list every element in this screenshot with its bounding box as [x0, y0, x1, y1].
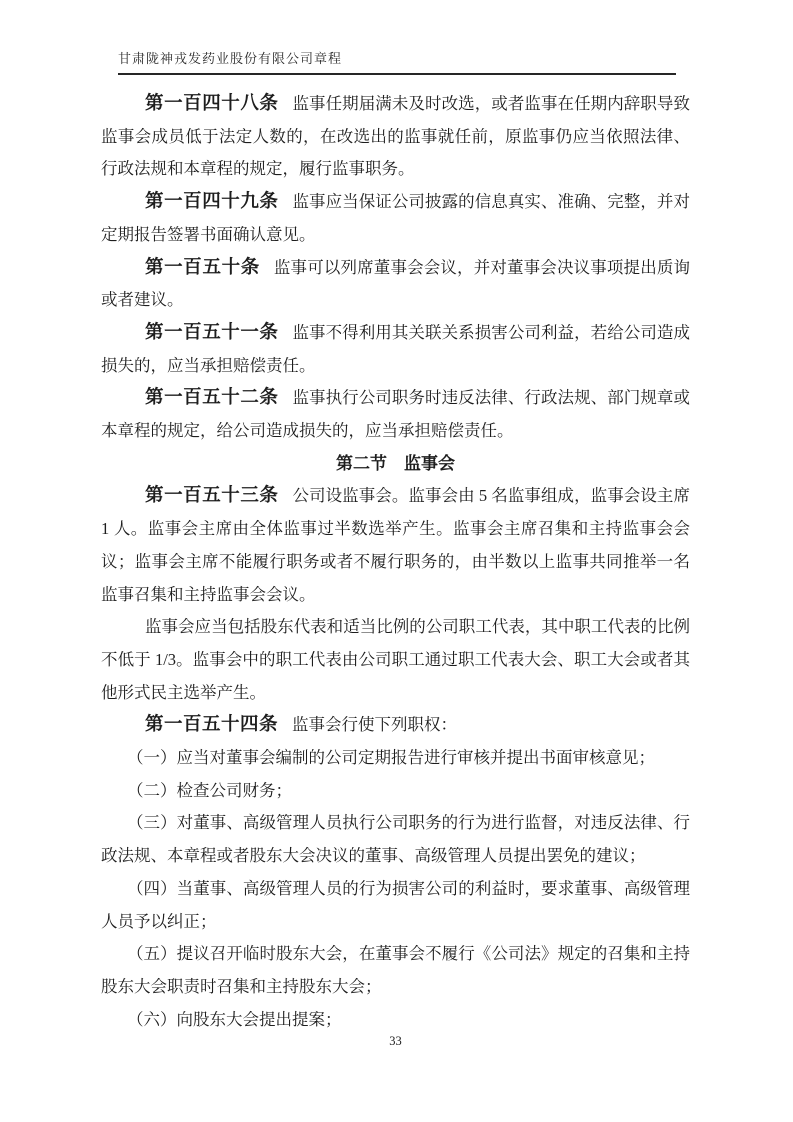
paragraph	[101, 938, 690, 1003]
paragraph-text: 监事不得利用其关联关系损害公司利益，若给公司造成损失的，应当承担赔偿责任。	[101, 322, 690, 375]
article-number: 第一百五十四条	[145, 715, 279, 736]
document-body	[101, 88, 690, 1036]
paragraph-text: 第二节 监事会	[336, 453, 455, 473]
paragraph	[101, 873, 690, 938]
header-title: 甘肃陇神戎发药业股份有限公司章程	[118, 51, 343, 66]
page-header	[118, 50, 676, 75]
paragraph	[101, 742, 690, 775]
paragraph	[101, 709, 690, 742]
paragraph	[101, 382, 690, 447]
paragraph-text: （三）对董事、高级管理人员执行公司职务的行为进行监督，对违反法律、行政法规、本章程或者股东大会决议的董事、高级管理人员提出罢免的建议；	[101, 813, 690, 866]
paragraph	[101, 611, 690, 709]
paragraph	[101, 252, 690, 317]
paragraph-text: （一）应当对董事会编制的公司定期报告进行审核并提出书面审核意见；	[127, 748, 655, 768]
paragraph	[101, 775, 690, 808]
paragraph-text: （四）当董事、高级管理人员的行为损害公司的利益时，要求董事、高级管理人员予以纠正；	[101, 878, 690, 931]
paragraph-text: 公司设监事会。监事会由 5 名监事组成，监事会设主席 1 人。监事会主席由全体监事过半数选举产生。监事会主席召集和主持监事会会议；监事会主席不能履行职务或者不履行职务的，由半数以上监事共同推举一名监事召集和主持监事会会议。	[101, 486, 690, 604]
paragraph-text: 监事应当保证公司披露的信息真实、准确、完整，并对定期报告签署书面确认意见。	[101, 192, 690, 244]
article-number: 第一百五十三条	[145, 486, 279, 507]
paragraph	[101, 88, 690, 186]
page-footer	[101, 1034, 690, 1049]
paragraph-text: （五）提议召开临时股东大会，在董事会不履行《公司法》规定的召集和主持股东大会职责时召集和主持股东大会；	[101, 944, 690, 996]
paragraph	[101, 807, 690, 872]
page-number: 33	[389, 1034, 402, 1048]
paragraph-text: （六）向股东大会提出提案；	[127, 1009, 342, 1029]
paragraph-text: 监事会应当包括股东代表和适当比例的公司职工代表，其中职工代表的比例不低于 1/3。监事会中的职工代表由公司职工通过职工代表大会、职工大会或者其他形式民主选举产生。	[101, 617, 690, 702]
paragraph	[101, 480, 690, 611]
article-number: 第一百五十二条	[145, 388, 279, 409]
paragraph-text: （二）检查公司财务；	[127, 780, 292, 800]
paragraph-text: 监事可以列席董事会会议，并对董事会决议事项提出质询或者建议。	[101, 257, 690, 310]
article-number: 第一百五十一条	[145, 322, 279, 343]
paragraph	[101, 317, 690, 382]
section-heading	[101, 448, 690, 481]
article-number: 第一百四十九条	[145, 192, 279, 213]
paragraph	[101, 186, 690, 251]
paragraph	[101, 1004, 690, 1037]
article-number: 第一百五十条	[145, 257, 260, 278]
article-number: 第一百四十八条	[145, 94, 279, 114]
paragraph-text: 监事执行公司职务时违反法律、行政法规、部门规章或本章程的规定，给公司造成损失的，应当承担赔偿责任。	[101, 388, 690, 441]
paragraph-text: 监事任期届满未及时改选，或者监事在任期内辞职导致监事会成员低于法定人数的，在改选出的监事就任前，原监事仍应当依照法律、行政法规和本章程的规定，履行监事职务。	[101, 94, 690, 179]
paragraph-text: 监事会行使下列职权：	[292, 715, 458, 735]
